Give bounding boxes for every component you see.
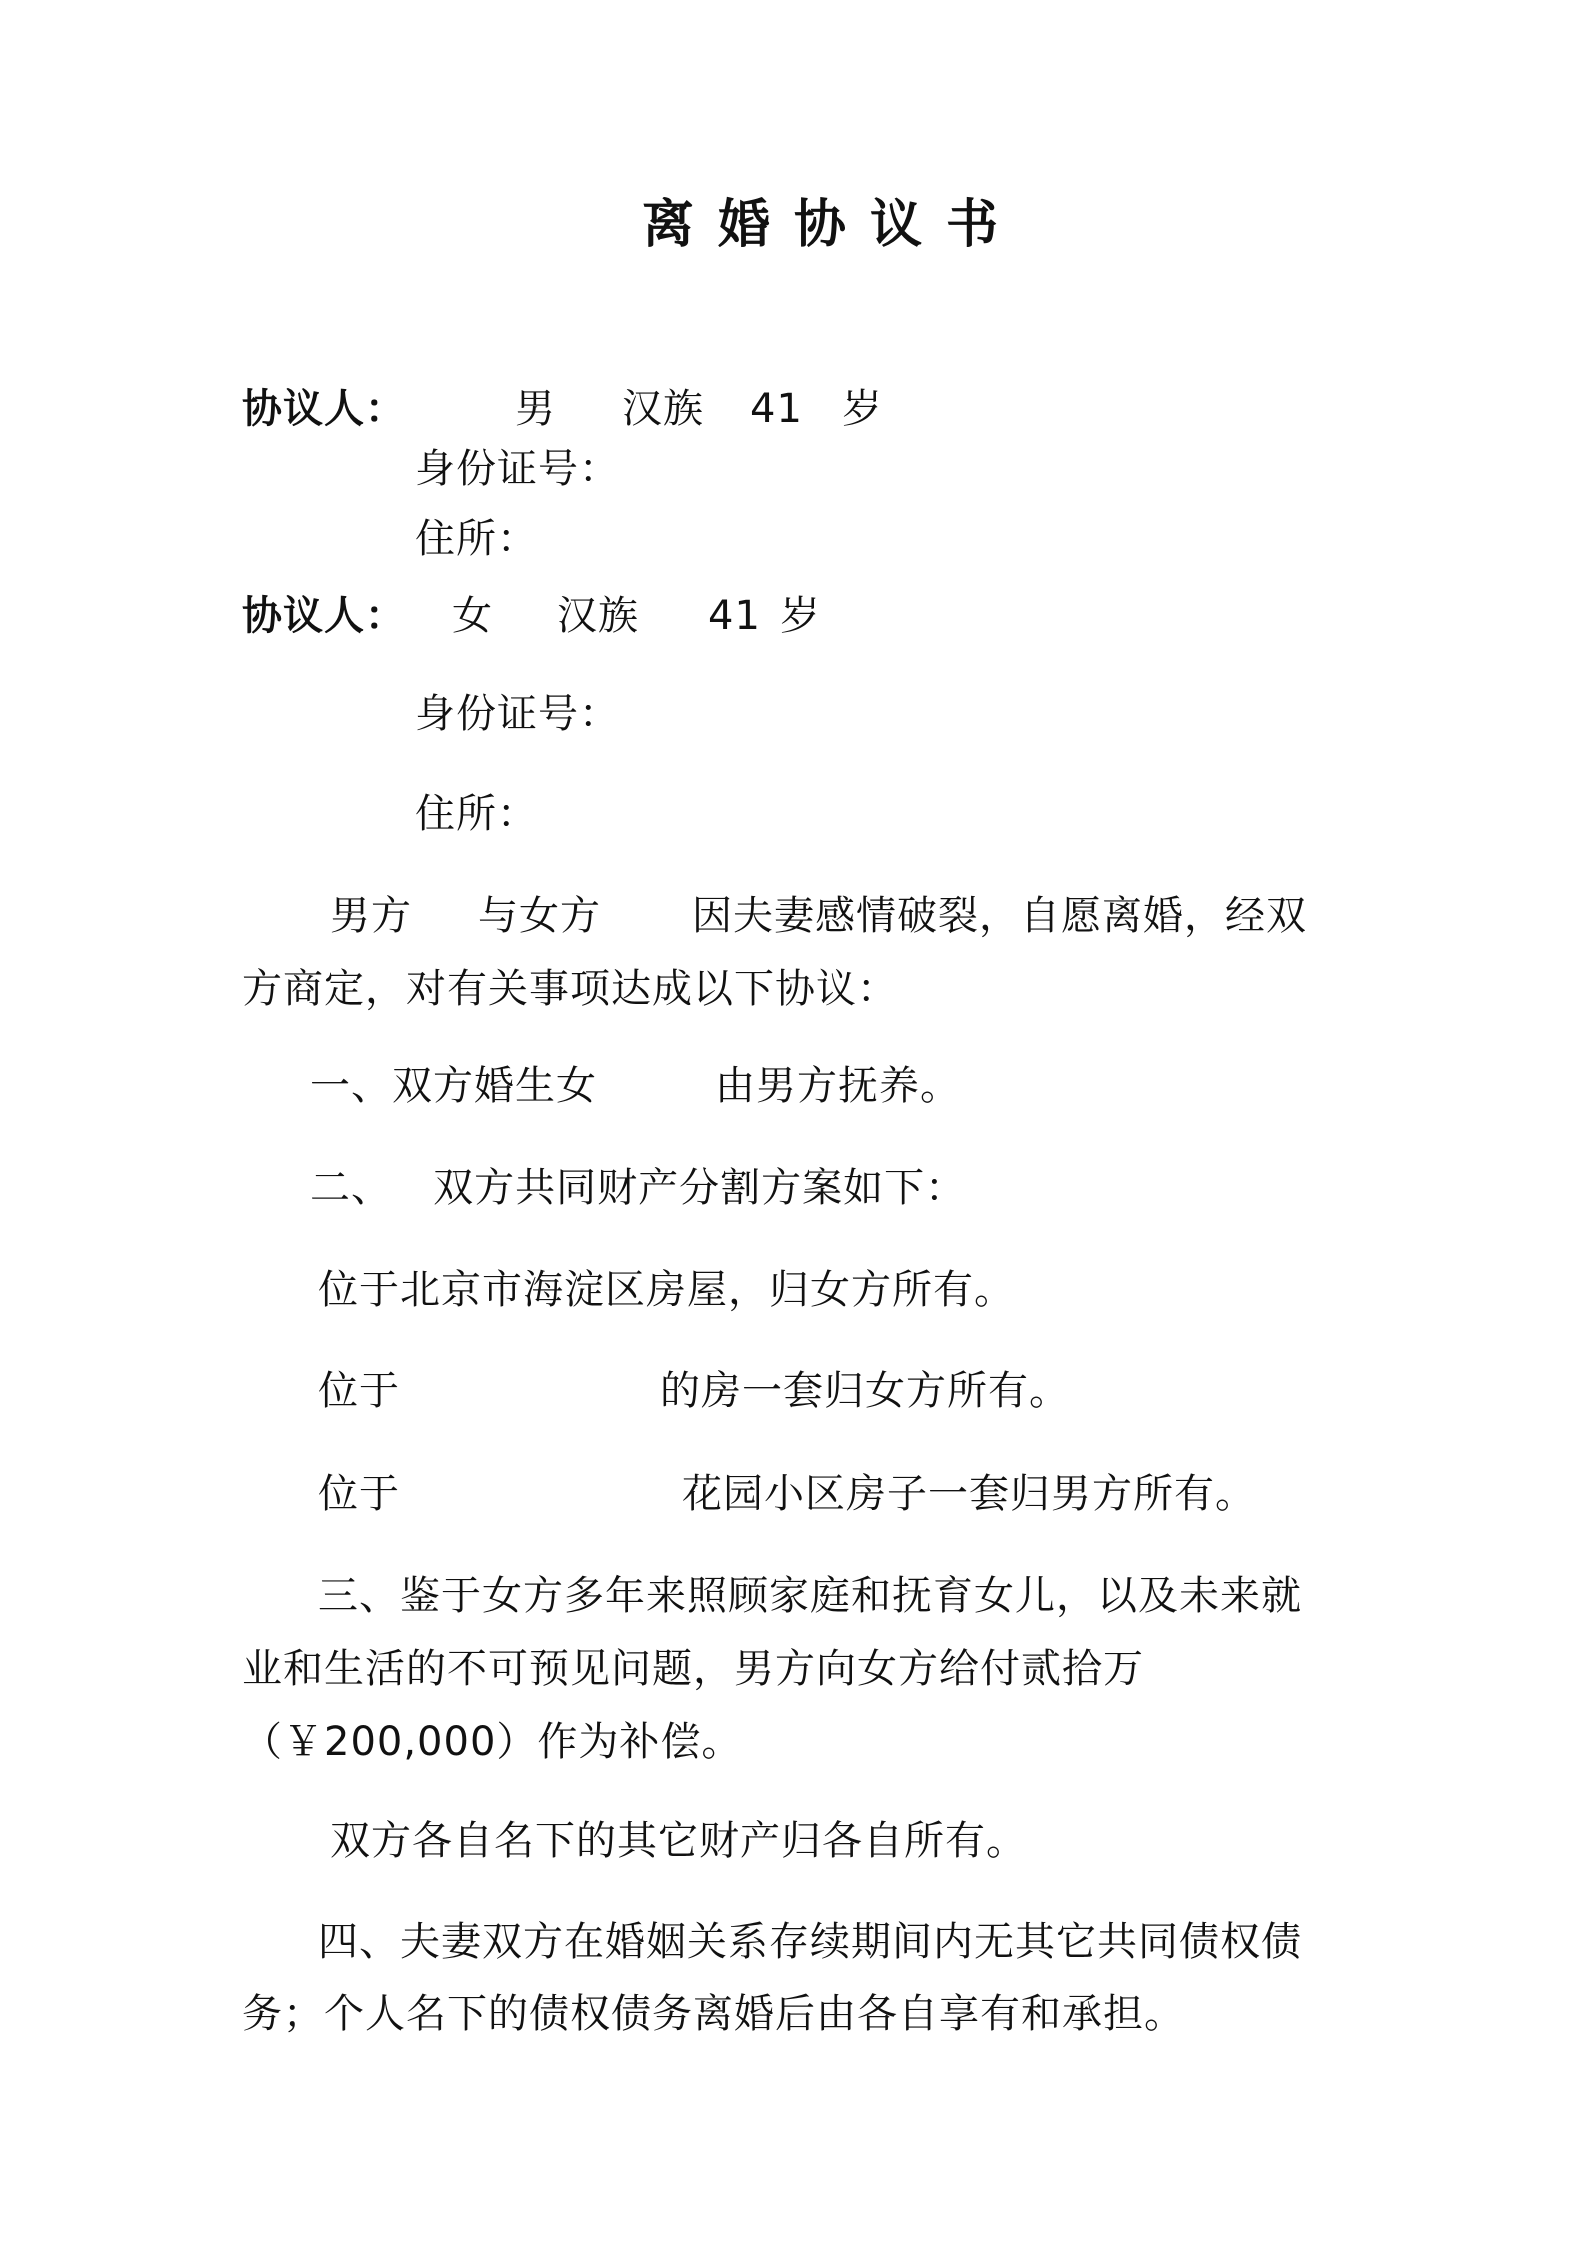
- party2-gender: 女: [452, 593, 493, 639]
- intro-woman: 与女方: [478, 893, 601, 939]
- party2-id-label: 身份证号：: [415, 691, 620, 737]
- intro-man: 男方: [330, 893, 412, 939]
- clause2-item3-suffix: 花园小区房子一套归男方所有。: [682, 1471, 1256, 1517]
- party1-label: 协议人：: [242, 386, 406, 432]
- clause1-prefix: 一、双方婚生女: [310, 1063, 597, 1109]
- clause2-item2-prefix: 位于: [318, 1368, 400, 1414]
- party1-age-unit: 岁: [842, 386, 883, 432]
- party2-address-label: 住所：: [415, 791, 538, 837]
- party1-ethnicity: 汉族: [622, 386, 704, 432]
- party2-label: 协议人：: [242, 593, 406, 639]
- clause3-line2: 业和生活的不可预见问题，男方向女方给付贰拾万: [242, 1646, 1144, 1692]
- intro-line2: 方商定，对有关事项达成以下协议：: [242, 966, 898, 1012]
- party1-gender: 男: [515, 386, 556, 432]
- party1-address-label: 住所：: [415, 516, 538, 562]
- clause4-line1: 四、夫妻双方在婚姻关系存续期间内无其它共同债权债: [318, 1919, 1302, 1965]
- clause1-suffix: 由男方抚养。: [715, 1063, 961, 1109]
- party1-age: 41: [750, 386, 803, 432]
- clause3-line4: 双方各自名下的其它财产归各自所有。: [330, 1818, 1027, 1864]
- intro-reason: 因夫妻感情破裂，自愿离婚，经双: [692, 893, 1307, 939]
- clause3-line1: 三、鉴于女方多年来照顾家庭和抚育女儿，以及未来就: [318, 1573, 1302, 1619]
- clause2-item1: 位于北京市海淀区房屋，归女方所有。: [318, 1267, 1015, 1313]
- party2-ethnicity: 汉族: [557, 593, 639, 639]
- document-title: 离婚协议书: [642, 195, 1023, 255]
- clause3-line3: （￥200,000）作为补偿。: [242, 1719, 743, 1765]
- party2-age: 41: [708, 593, 761, 639]
- party2-age-unit: 岁: [780, 593, 821, 639]
- party1-id-label: 身份证号：: [415, 446, 620, 492]
- clause2-item3-prefix: 位于: [318, 1471, 400, 1517]
- clause2-heading: 二、 双方共同财产分割方案如下：: [310, 1165, 967, 1211]
- clause2-item2-suffix: 的房一套归女方所有。: [660, 1368, 1070, 1414]
- clause4-line2: 务；个人名下的债权债务离婚后由各自享有和承担。: [242, 1991, 1185, 2037]
